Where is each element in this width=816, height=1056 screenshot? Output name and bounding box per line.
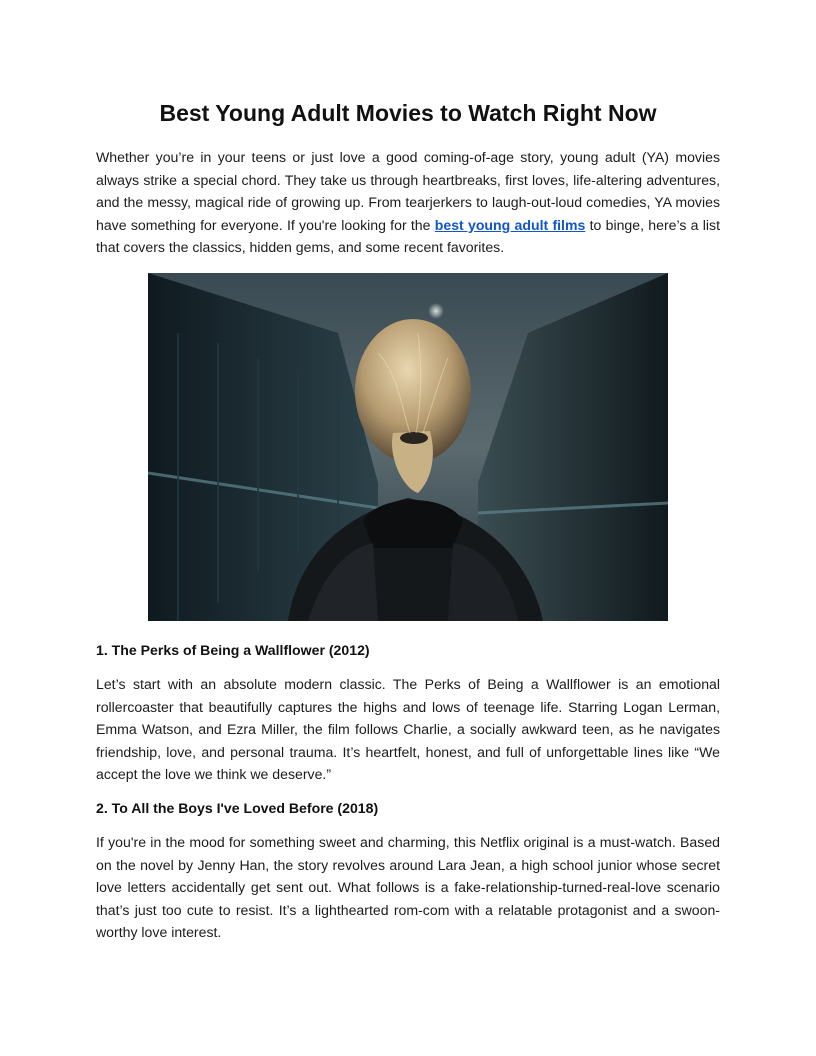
- section-body-2: If you're in the mood for something sweet and charming, this Netflix original is a must-watch. Based on the novel by Jenny Han, the story revolves around Lara Jean, a high school junior whose secret love letters accidentally get sent out. What follows is a fake-relationship-turned-real-love scenario that’s just too cute to resist. It’s a lighthearted rom-com with a relatable protagonist and a swoon-worthy love interest.: [96, 833, 720, 941]
- document-page: [96, 96, 720, 944]
- intro-paragraph: [96, 146, 720, 259]
- intro-text-before-link: Whether you’re in your teens or just love a good coming-of-age story, young adult (YA) movies always strike a special chord. They take us through heartbreaks, first loves, life-altering adventures, and the messy, magical ride of growing up. From tearjerkers to laugh-out-loud comedies, YA movies have something for everyone. If you're looking for the: [96, 149, 720, 233]
- page-title: Best Young Adult Movies to Watch Right Now: [159, 100, 657, 126]
- intro-text-after-link: to binge, here’s a list that covers the classics, hidden gems, and some recent favorites.: [96, 216, 720, 256]
- best-young-adult-films-link[interactable]: best young adult films: [434, 216, 586, 233]
- section-heading-1: 1. The Perks of Being a Wallflower (2012): [96, 641, 370, 658]
- section-heading-2: 2. To All the Boys I've Loved Before (2018): [96, 799, 379, 816]
- photo-girl-on-bridge: [148, 273, 668, 621]
- hero-photo: [148, 273, 668, 621]
- section-body-1: Let’s start with an absolute modern classic. The Perks of Being a Wallflower is an emotional rollercoaster that beautifully captures the highs and lows of teenage life. Starring Logan Lerman, Emma Watson, and Ezra Miller, the film follows Charlie, a socially awkward teen, as he navigates friendship, love, and personal trauma. It’s heartfelt, honest, and full of unforgettable lines like “We accept the love we think we deserve.”: [96, 675, 720, 783]
